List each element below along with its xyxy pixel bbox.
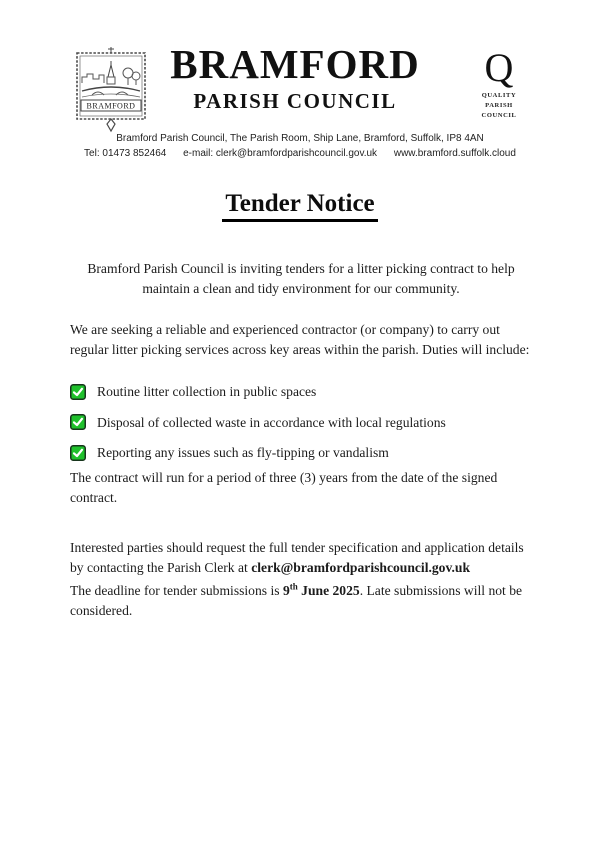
request-paragraph — [70, 538, 532, 577]
contact-line — [0, 146, 600, 161]
green-check-icon — [70, 384, 86, 400]
duty-text: Reporting any issues such as fly-tipping or vandalism — [97, 445, 389, 460]
deadline-date — [283, 583, 360, 598]
deadline-text: The deadline for tender submissions is — [70, 583, 283, 598]
intro-paragraph: Bramford Parish Council is inviting tenders for a litter picking contract to help maintain a clean and tidy environment for our community. — [87, 261, 515, 296]
address-line: Bramford Parish Council, The Parish Room, Ship Lane, Bramford, Suffolk, IP8 4AN — [116, 133, 484, 144]
green-check-icon — [70, 414, 86, 430]
list-item — [70, 382, 532, 402]
org-name: BRAMFORD — [170, 41, 420, 87]
clerk-email: clerk@bramfordparishcouncil.gov.uk — [251, 559, 471, 575]
deadline-ordinal: th — [289, 581, 298, 592]
request-text: Interested parties should request the full tender specification and application details by contacting the Parish Clerk at — [70, 540, 524, 575]
quality-badge-caption — [460, 91, 538, 120]
deadline-suffix: . Late submissions will not be considered. — [70, 583, 523, 618]
duties-list — [70, 382, 532, 474]
list-item — [70, 443, 532, 463]
header-address-block — [0, 131, 600, 161]
quality-caption-line2: PARISH — [485, 101, 513, 109]
quality-q-icon: Q — [484, 45, 514, 90]
quality-parish-council-badge — [460, 45, 538, 120]
overview-paragraph: We are seeking a reliable and experienced contractor (or company) to carry out regular litter picking services across key areas within the parish. Duties will include: — [70, 322, 530, 357]
svg-text:BRAMFORD: BRAMFORD — [86, 101, 136, 111]
deadline-paragraph — [70, 581, 532, 620]
notice-title-wrap — [0, 190, 600, 222]
contract-term-paragraph: The contract will run for a period of three (3) years from the date of the signed contract. — [70, 470, 498, 505]
bramford-crest-icon — [72, 45, 150, 133]
quality-caption-line1: QUALITY — [481, 92, 517, 99]
org-title-block — [150, 42, 440, 114]
page-title: Tender Notice — [222, 190, 377, 222]
green-check-icon — [70, 445, 86, 461]
quality-caption-line3: COUNCIL — [481, 111, 517, 119]
duty-text: Routine litter collection in public spaces — [97, 384, 317, 399]
deadline-month-year: June 2025 — [297, 583, 360, 598]
list-item — [70, 413, 532, 433]
website-url: www.bramford.suffolk.cloud — [393, 148, 516, 159]
phone-number: Tel: 01473 852464 — [84, 148, 167, 159]
deadline-day: 9 — [282, 583, 290, 598]
duty-text: Disposal of collected waste in accordance with local regulations — [97, 414, 446, 430]
email-address: e-mail: clerk@bramfordparishcouncil.gov.uk — [183, 148, 378, 159]
org-subtitle: PARISH COUNCIL — [193, 89, 397, 114]
